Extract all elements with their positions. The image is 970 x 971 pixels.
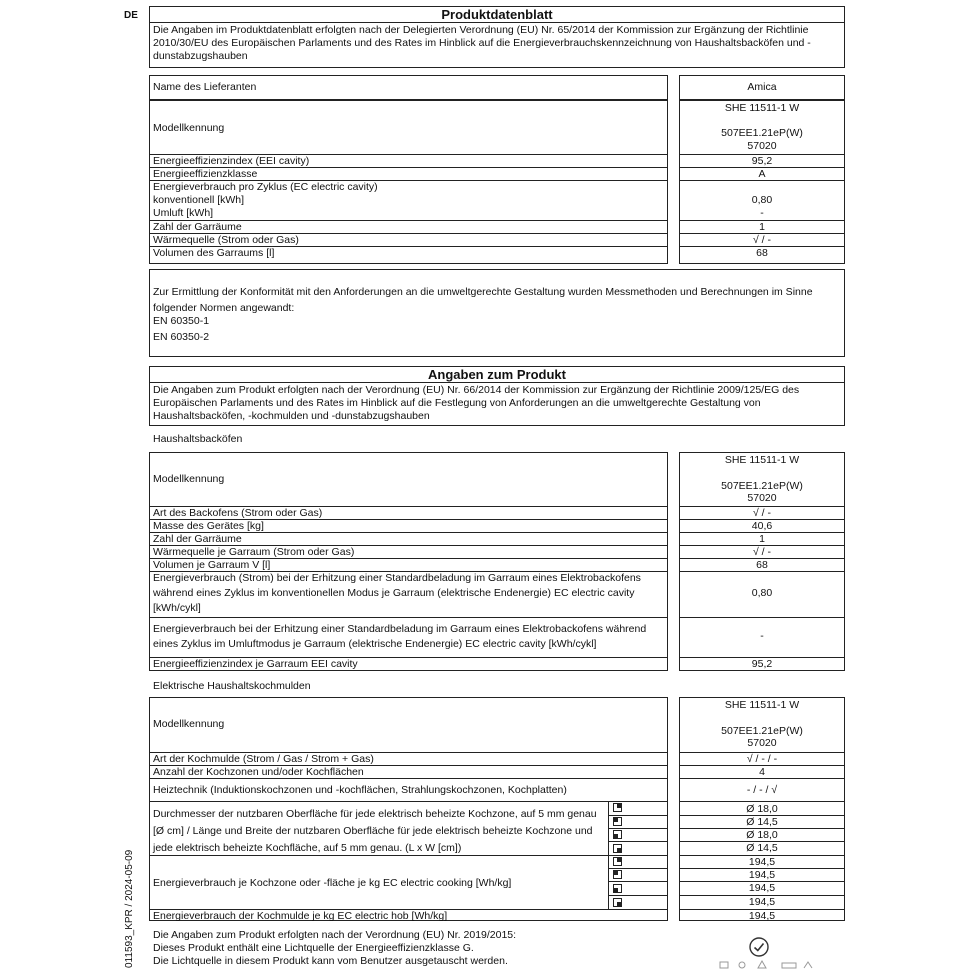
norm-1: EN 60350-1 <box>153 315 210 327</box>
ec-zone-value-3: 194,5 <box>748 882 776 894</box>
volume-label: Volumen des Garraums [l] <box>153 247 275 259</box>
hob-model-line-1: SHE 11511-1 W <box>724 699 800 711</box>
oven-cavity-count-value: 1 <box>759 533 765 545</box>
heat-source-value: √ / - <box>752 234 771 246</box>
ec-conventional-line-3: [kWh/cykl] <box>153 602 201 614</box>
ec-hob-label: Energieverbrauch der Kochmulde je kg EC electric hob [Wh/kg] <box>153 910 448 922</box>
ec-conventional-value: 0,80 <box>751 587 773 599</box>
oven-model-line-3: 57020 <box>747 492 777 504</box>
diameter-value-1: Ø 18,0 <box>746 803 778 815</box>
oven-type-label: Art des Backofens (Strom oder Gas) <box>153 507 323 519</box>
diameter-line-2: [Ø cm] / Länge und Breite der nutzbaren Oberfläche für jede elektrisch beheizte Kochzone und <box>153 825 593 837</box>
zone-rear-left-icon <box>613 817 622 826</box>
conformity-text: Zur Ermittlung der Konformität mit den Anforderungen an die umweltgerechte Gestaltung wurden Messmethoden und Berechnungen im Sinne folgender Normen angewandt: <box>153 286 813 314</box>
oven-volume-label: Volumen je Garraum V [l] <box>153 559 271 571</box>
ec-fan-value: - <box>760 630 764 642</box>
footer-line-1: Die Angaben zum Produkt erfolgten nach der Verordnung (EU) Nr. 2019/2015: <box>153 929 517 941</box>
hob-type-value: √ / - / - <box>746 753 778 765</box>
hob-model-line-3: 57020 <box>747 737 777 749</box>
zone-front-right-icon <box>613 898 622 907</box>
consumption-conventional-label: konventionell [kWh] <box>153 194 245 206</box>
footer-line-3: Die Lichtquelle in diesem Produkt kann vom Benutzer ausgetauscht werden. <box>153 955 508 967</box>
hob-model-line-2: 507EE1.21eP(W) <box>721 725 803 737</box>
consumption-fan-label: Umluft [kWh] <box>153 207 214 219</box>
model-label: Modellkennung <box>153 122 225 134</box>
hob-technology-label: Heiztechnik (Induktionskochzonen und -kochflächen, Strahlungskochzonen, Kochplatten) <box>153 784 567 796</box>
heat-source-label: Wärmequelle (Strom oder Gas) <box>153 234 299 246</box>
ec-conventional-line-1: Energieverbrauch (Strom) bei der Erhitzung einer Standardbeladung im Garraum eines Elektrobackofens <box>153 572 641 584</box>
eei-value: 95,2 <box>751 155 773 167</box>
diameter-value-2: Ø 14,5 <box>746 816 778 828</box>
zone-front-left-icon <box>613 884 622 893</box>
supplier-label: Name des Lieferanten <box>153 81 257 93</box>
diameter-value-3: Ø 18,0 <box>746 829 778 841</box>
oven-eei-label: Energieeffizienzindex je Garraum EEI cavity <box>153 658 358 670</box>
hob-heading: Elektrische Haushaltskochmulden <box>153 680 311 692</box>
volume-value: 68 <box>756 247 768 259</box>
hob-zones-value: 4 <box>759 766 765 778</box>
ec-zone-label: Energieverbrauch je Kochzone oder -fläche je kg EC electric cooking [Wh/kg] <box>153 877 512 889</box>
hob-type-label: Art der Kochmulde (Strom / Gas / Strom + Gas) <box>153 753 374 765</box>
energy-class-label: Energieeffizienzklasse <box>153 168 258 180</box>
oven-model-line-2: 507EE1.21eP(W) <box>721 480 803 492</box>
consumption-label: Energieverbrauch pro Zyklus (EC electric cavity) <box>153 181 378 193</box>
supplier-value: Amica <box>747 81 777 93</box>
diameter-value-4: Ø 14,5 <box>746 842 778 854</box>
zone-front-right-icon <box>613 844 622 853</box>
ec-hob-value: 194,5 <box>748 910 776 922</box>
eei-label: Energieeffizienzindex (EEI cavity) <box>153 155 310 167</box>
document-code: 011593_KPR / 2024-05-09 <box>124 849 135 968</box>
ec-zone-value-1: 194,5 <box>748 856 776 868</box>
model-line-3: 57020 <box>747 140 777 152</box>
ec-fan-line-2: eines Zyklus im Umluftmodus je Garraum (elektrische Endenergie) EC electric cavity [kWh/cykl] <box>153 638 597 650</box>
cavity-count-label: Zahl der Garräume <box>153 221 242 233</box>
diameter-line-1: Durchmesser der nutzbaren Oberfläche für jede elektrisch beheizte Kochzone, auf 5 mm genau <box>153 808 597 820</box>
oven-heading: Haushaltsbacköfen <box>153 433 243 445</box>
hob-technology-value: - / - / √ <box>746 784 778 796</box>
oven-eei-value: 95,2 <box>751 658 773 670</box>
datasheet-intro: Die Angaben im Produktdatenblatt erfolgten nach der Delegierten Verordnung (EU) Nr. 65/2014 der Kommission zur Ergänzung der Richtlinie 2010/30/EU des Europäischen Parlaments und des Rates im Hinblick auf die Energieverbrauchskennzeichnung von Haushaltsbacköfen und -dunstabzugshauben <box>153 24 811 63</box>
datasheet-title: Produktdatenblatt <box>441 7 553 22</box>
consumption-conventional-value: 0,80 <box>751 194 773 206</box>
model-line-1: SHE 11511-1 W <box>724 102 800 114</box>
diameter-line-3: jede elektrisch beheizte Kochfläche, auf 5 mm genau. (L x W [cm]) <box>153 842 462 854</box>
oven-volume-value: 68 <box>756 559 768 571</box>
oven-heat-source-value: √ / - <box>752 546 771 558</box>
model-line-2: 507EE1.21eP(W) <box>721 127 803 139</box>
ec-conventional-line-2: während eines Zyklus im konventionellen Modus je Garraum (elektrische Endenergie) EC electric cavity <box>153 587 635 599</box>
zone-rear-right-icon <box>613 857 622 866</box>
product-info-intro: Die Angaben zum Produkt erfolgten nach der Verordnung (EU) Nr. 66/2014 der Kommission zur Ergänzung der Richtlinie 2009/125/EG des Europäischen Parlaments und des Rates im Hinblick auf die Festlegung von Anforderungen an die umweltgerechte Gestaltung von Haushaltsbacköfen, -kochmulden und -dunstabzugshauben <box>153 384 800 423</box>
consumption-fan-value: - <box>760 207 764 219</box>
oven-cavity-count-label: Zahl der Garräume <box>153 533 242 545</box>
zone-rear-left-icon <box>613 870 622 879</box>
footer-line-2: Dieses Produkt enthält eine Lichtquelle der Energieeffizienzklasse G. <box>153 942 474 954</box>
ec-fan-line-1: Energieverbrauch bei der Erhitzung einer Standardbeladung im Garraum eines Elektrobackofens während <box>153 623 647 635</box>
product-info-title: Angaben zum Produkt <box>428 367 566 382</box>
zone-front-left-icon <box>613 830 622 839</box>
norm-2: EN 60350-2 <box>153 331 210 343</box>
ec-zone-value-4: 194,5 <box>748 896 776 908</box>
oven-heat-source-label: Wärmequelle je Garraum (Strom oder Gas) <box>153 546 355 558</box>
ec-zone-value-2: 194,5 <box>748 869 776 881</box>
hob-zones-label: Anzahl der Kochzonen und/oder Kochflächen <box>153 766 364 778</box>
oven-mass-label: Masse des Gerätes [kg] <box>153 520 264 532</box>
cavity-count-value: 1 <box>759 221 765 233</box>
oven-type-value: √ / - <box>752 507 771 519</box>
oven-model-line-1: SHE 11511-1 W <box>724 454 800 466</box>
zone-rear-right-icon <box>613 803 622 812</box>
language-code: DE <box>124 10 138 21</box>
checkmark-circle-icon <box>748 936 770 958</box>
energy-class-value: A <box>758 168 766 180</box>
oven-model-label: Modellkennung <box>153 473 225 485</box>
hob-model-label: Modellkennung <box>153 718 225 730</box>
light-source-symbols-icon <box>718 958 818 970</box>
oven-mass-value: 40,6 <box>751 520 773 532</box>
